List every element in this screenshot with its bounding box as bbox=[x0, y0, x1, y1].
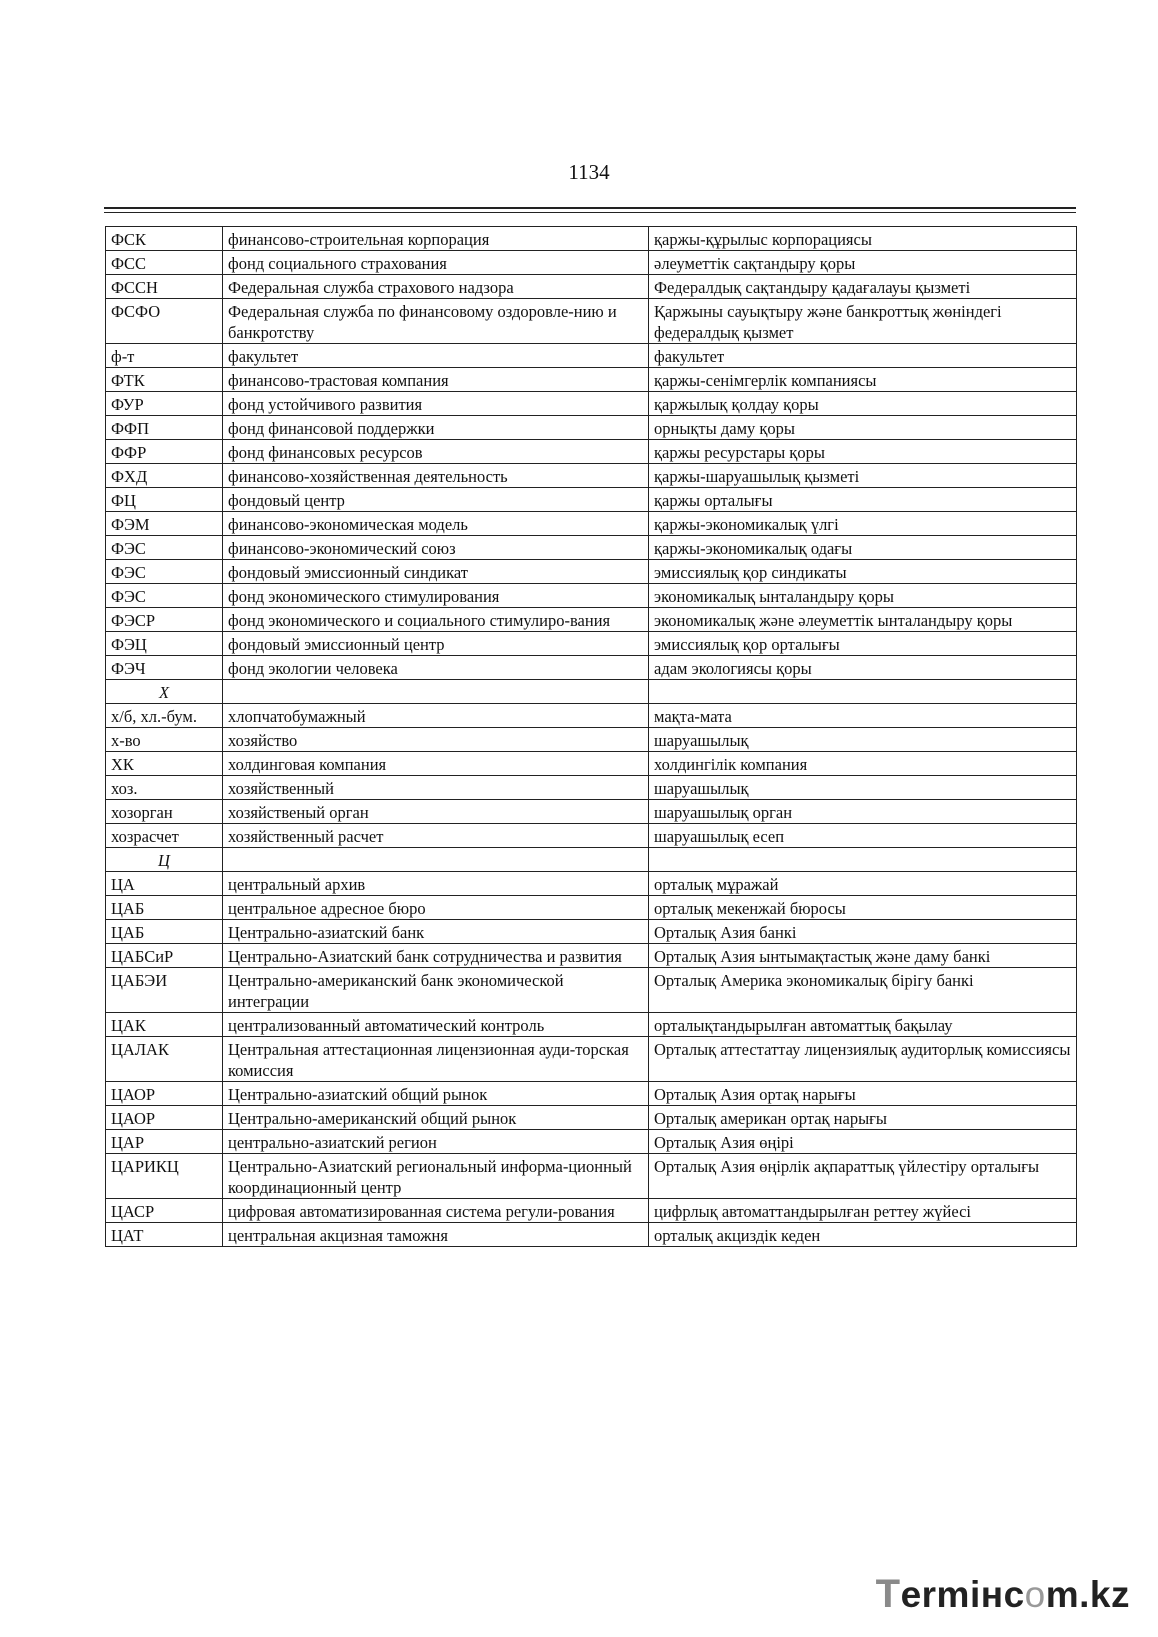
kazakh-term-cell: қаржы-экономикалық үлгі bbox=[649, 512, 1077, 536]
russian-term-cell: центральный архив bbox=[223, 872, 649, 896]
table-row bbox=[106, 752, 1077, 776]
logo-pre: ermінc bbox=[900, 1574, 1025, 1615]
abbreviation-cell: ЦА bbox=[106, 872, 223, 896]
kazakh-term-cell: шаруашылық bbox=[649, 776, 1077, 800]
abbreviation-table bbox=[105, 226, 1077, 1247]
page-number: 1134 bbox=[568, 160, 610, 184]
kazakh-term-cell: мақта-мата bbox=[649, 704, 1077, 728]
kazakh-term-cell: қаржылық қолдау қоры bbox=[649, 392, 1077, 416]
abbreviation-cell: ЦАБСиР bbox=[106, 944, 223, 968]
table-row bbox=[106, 872, 1077, 896]
russian-term-cell: Центрально-Азиатский региональный информа-ционный координационный центр bbox=[223, 1154, 649, 1199]
russian-term-cell: Центрально-американский банк экономической интеграции bbox=[223, 968, 649, 1013]
header-rule bbox=[104, 207, 1076, 209]
abbreviation-cell: ФФП bbox=[106, 416, 223, 440]
section-letter-row bbox=[106, 680, 1077, 704]
russian-term-cell: фонд экологии человека bbox=[223, 656, 649, 680]
russian-term-cell bbox=[223, 680, 649, 704]
table-row bbox=[106, 416, 1077, 440]
russian-term-cell: фонд финансовых ресурсов bbox=[223, 440, 649, 464]
kazakh-term-cell: қаржы-сенімгерлік компаниясы bbox=[649, 368, 1077, 392]
table-row bbox=[106, 1154, 1077, 1199]
table-row bbox=[106, 1082, 1077, 1106]
table-row bbox=[106, 392, 1077, 416]
table-row bbox=[106, 608, 1077, 632]
kazakh-term-cell: холдингілік компания bbox=[649, 752, 1077, 776]
kazakh-term-cell: Орталық Азия өңірлік ақпараттық үйлестіру орталығы bbox=[649, 1154, 1077, 1199]
abbreviation-cell: ФХД bbox=[106, 464, 223, 488]
russian-term-cell: Центрально-американский общий рынок bbox=[223, 1106, 649, 1130]
russian-term-cell: фондовый эмиссионный центр bbox=[223, 632, 649, 656]
russian-term-cell: цифровая автоматизированная система регули-рования bbox=[223, 1199, 649, 1223]
kazakh-term-cell: факультет bbox=[649, 344, 1077, 368]
table-row bbox=[106, 800, 1077, 824]
logo-post: m.kz bbox=[1045, 1574, 1130, 1615]
logo-o: o bbox=[1024, 1574, 1046, 1615]
abbreviation-cell: ЦАБ bbox=[106, 920, 223, 944]
kazakh-term-cell: шаруашылық bbox=[649, 728, 1077, 752]
kazakh-term-cell: экономикалық ынталандыру қоры bbox=[649, 584, 1077, 608]
table-row bbox=[106, 536, 1077, 560]
kazakh-term-cell bbox=[649, 680, 1077, 704]
table-row bbox=[106, 824, 1077, 848]
kazakh-term-cell: қаржы-шаруашылық қызметі bbox=[649, 464, 1077, 488]
table-row bbox=[106, 1223, 1077, 1247]
kazakh-term-cell: эмиссиялық қор орталығы bbox=[649, 632, 1077, 656]
abbreviation-cell: хоз. bbox=[106, 776, 223, 800]
table-row bbox=[106, 344, 1077, 368]
section-letter-row bbox=[106, 848, 1077, 872]
table-row bbox=[106, 656, 1077, 680]
kazakh-term-cell: қаржы ресурстары қоры bbox=[649, 440, 1077, 464]
abbreviation-cell: х/б, хл.-бум. bbox=[106, 704, 223, 728]
abbreviation-cell: ЦАОР bbox=[106, 1082, 223, 1106]
abbreviation-cell: ХК bbox=[106, 752, 223, 776]
abbreviation-cell: ЦАБ bbox=[106, 896, 223, 920]
russian-term-cell: Центрально-азиатский банк bbox=[223, 920, 649, 944]
russian-term-cell: холдинговая компания bbox=[223, 752, 649, 776]
table-row bbox=[106, 776, 1077, 800]
kazakh-term-cell: Орталық Азия банкі bbox=[649, 920, 1077, 944]
header-rule-thin bbox=[104, 212, 1076, 213]
kazakh-term-cell: цифрлық автоматтандырылған реттеу жүйесі bbox=[649, 1199, 1077, 1223]
russian-term-cell: Центральная аттестационная лицензионная ауди-торская комиссия bbox=[223, 1037, 649, 1082]
kazakh-term-cell: Орталық аттестаттау лицензиялық аудиторлық комиссиясы bbox=[649, 1037, 1077, 1082]
site-logo bbox=[876, 1572, 1130, 1617]
abbreviation-cell: ЦАР bbox=[106, 1130, 223, 1154]
kazakh-term-cell: Федералдық сақтандыру қадағалауы қызметі bbox=[649, 275, 1077, 299]
kazakh-term-cell: орталық мекенжай бюросы bbox=[649, 896, 1077, 920]
russian-term-cell: финансово-трастовая компания bbox=[223, 368, 649, 392]
russian-term-cell: финансово-хозяйственная деятельность bbox=[223, 464, 649, 488]
kazakh-term-cell: қаржы-құрылыс корпорациясы bbox=[649, 227, 1077, 251]
russian-term-cell: финансово-строительная корпорация bbox=[223, 227, 649, 251]
abbreviation-cell: ФЭЦ bbox=[106, 632, 223, 656]
russian-term-cell: фондовый эмиссионный синдикат bbox=[223, 560, 649, 584]
kazakh-term-cell: қаржы-экономикалық одағы bbox=[649, 536, 1077, 560]
table-row bbox=[106, 560, 1077, 584]
abbreviation-cell: ЦАРИКЦ bbox=[106, 1154, 223, 1199]
table-row bbox=[106, 1130, 1077, 1154]
kazakh-term-cell: орталықтандырылған автоматтық бақылау bbox=[649, 1013, 1077, 1037]
abbreviation-cell: ФТК bbox=[106, 368, 223, 392]
abbreviation-cell: ФСС bbox=[106, 251, 223, 275]
abbreviation-cell: ФЭЧ bbox=[106, 656, 223, 680]
russian-term-cell: хлопчатобумажный bbox=[223, 704, 649, 728]
abbreviation-cell: ФССН bbox=[106, 275, 223, 299]
abbreviation-cell: ФЭС bbox=[106, 560, 223, 584]
table-row bbox=[106, 920, 1077, 944]
abbreviation-cell: ЦАСР bbox=[106, 1199, 223, 1223]
russian-term-cell: хозяйство bbox=[223, 728, 649, 752]
abbreviation-cell: ФЦ bbox=[106, 488, 223, 512]
abbreviation-cell: х-во bbox=[106, 728, 223, 752]
table-row bbox=[106, 440, 1077, 464]
table-row bbox=[106, 1199, 1077, 1223]
abbreviation-cell: ЦАК bbox=[106, 1013, 223, 1037]
kazakh-term-cell: орнықты даму қоры bbox=[649, 416, 1077, 440]
russian-term-cell: Центрально-Азиатский банк сотрудничества и развития bbox=[223, 944, 649, 968]
kazakh-term-cell bbox=[649, 848, 1077, 872]
russian-term-cell: фонд социального страхования bbox=[223, 251, 649, 275]
table-row bbox=[106, 227, 1077, 251]
russian-term-cell: центральное адресное бюро bbox=[223, 896, 649, 920]
abbreviation-cell: Ц bbox=[106, 848, 223, 872]
russian-term-cell: хозяйственный расчет bbox=[223, 824, 649, 848]
table-row bbox=[106, 632, 1077, 656]
kazakh-term-cell: орталық акциздік кеден bbox=[649, 1223, 1077, 1247]
table-row bbox=[106, 368, 1077, 392]
abbreviation-cell: ФЭМ bbox=[106, 512, 223, 536]
abbreviation-cell: ФУР bbox=[106, 392, 223, 416]
russian-term-cell: центральная акцизная таможня bbox=[223, 1223, 649, 1247]
russian-term-cell: централизованный автоматический контроль bbox=[223, 1013, 649, 1037]
table-row bbox=[106, 464, 1077, 488]
abbreviation-cell: ЦАЛАК bbox=[106, 1037, 223, 1082]
russian-term-cell: хозяйственный bbox=[223, 776, 649, 800]
russian-term-cell: Федеральная служба по финансовому оздоровле-нию и банкротству bbox=[223, 299, 649, 344]
table-row bbox=[106, 512, 1077, 536]
abbreviation-cell: ф-т bbox=[106, 344, 223, 368]
russian-term-cell: фонд устойчивого развития bbox=[223, 392, 649, 416]
russian-term-cell: Центрально-азиатский общий рынок bbox=[223, 1082, 649, 1106]
russian-term-cell: фонд экономического стимулирования bbox=[223, 584, 649, 608]
russian-term-cell: финансово-экономический союз bbox=[223, 536, 649, 560]
kazakh-term-cell: орталық мұражай bbox=[649, 872, 1077, 896]
abbreviation-cell: ФФР bbox=[106, 440, 223, 464]
russian-term-cell: фонд финансовой поддержки bbox=[223, 416, 649, 440]
table-row bbox=[106, 896, 1077, 920]
kazakh-term-cell: қаржы орталығы bbox=[649, 488, 1077, 512]
russian-term-cell: хозяйственый орган bbox=[223, 800, 649, 824]
abbreviation-cell: ЦАТ bbox=[106, 1223, 223, 1247]
table-row bbox=[106, 968, 1077, 1013]
table-row bbox=[106, 251, 1077, 275]
abbreviation-cell: хозрасчет bbox=[106, 824, 223, 848]
table-row bbox=[106, 704, 1077, 728]
russian-term-cell: финансово-экономическая модель bbox=[223, 512, 649, 536]
kazakh-term-cell: эмиссиялық қор синдикаты bbox=[649, 560, 1077, 584]
table-row bbox=[106, 299, 1077, 344]
abbreviation-cell: хозорган bbox=[106, 800, 223, 824]
kazakh-term-cell: әлеуметтік сақтандыру қоры bbox=[649, 251, 1077, 275]
russian-term-cell bbox=[223, 848, 649, 872]
abbreviation-cell: ЦАОР bbox=[106, 1106, 223, 1130]
abbreviation-cell: ЦАБЭИ bbox=[106, 968, 223, 1013]
abbreviation-cell: ФСФО bbox=[106, 299, 223, 344]
table-row bbox=[106, 1106, 1077, 1130]
abbreviation-cell: ФСК bbox=[106, 227, 223, 251]
russian-term-cell: Федеральная служба страхового надзора bbox=[223, 275, 649, 299]
kazakh-term-cell: шаруашылық орган bbox=[649, 800, 1077, 824]
kazakh-term-cell: Орталық Азия ынтымақтастық және даму банкі bbox=[649, 944, 1077, 968]
table-row bbox=[106, 488, 1077, 512]
abbreviation-cell: ФЭСР bbox=[106, 608, 223, 632]
kazakh-term-cell: экономикалық және әлеуметтік ынталандыру қоры bbox=[649, 608, 1077, 632]
kazakh-term-cell: адам экологиясы қоры bbox=[649, 656, 1077, 680]
kazakh-term-cell: шаруашылық есеп bbox=[649, 824, 1077, 848]
table-row bbox=[106, 584, 1077, 608]
russian-term-cell: фондовый центр bbox=[223, 488, 649, 512]
abbreviation-cell: ФЭС bbox=[106, 536, 223, 560]
table-row bbox=[106, 728, 1077, 752]
kazakh-term-cell: Қаржыны сауықтыру және банкроттық жөніндегі федералдық қызмет bbox=[649, 299, 1077, 344]
abbreviation-cell: Х bbox=[106, 680, 223, 704]
kazakh-term-cell: Орталық Америка экономикалық бірігу банкі bbox=[649, 968, 1077, 1013]
russian-term-cell: центрально-азиатский регион bbox=[223, 1130, 649, 1154]
kazakh-term-cell: Орталық Азия өңірі bbox=[649, 1130, 1077, 1154]
abbreviation-cell: ФЭС bbox=[106, 584, 223, 608]
table-row bbox=[106, 275, 1077, 299]
table-row bbox=[106, 944, 1077, 968]
table-row bbox=[106, 1013, 1077, 1037]
russian-term-cell: факультет bbox=[223, 344, 649, 368]
table-row bbox=[106, 1037, 1077, 1082]
logo-t: T bbox=[875, 1572, 901, 1616]
kazakh-term-cell: Орталық Азия ортақ нарығы bbox=[649, 1082, 1077, 1106]
kazakh-term-cell: Орталық американ ортақ нарығы bbox=[649, 1106, 1077, 1130]
russian-term-cell: фонд экономического и социального стимулиро-вания bbox=[223, 608, 649, 632]
